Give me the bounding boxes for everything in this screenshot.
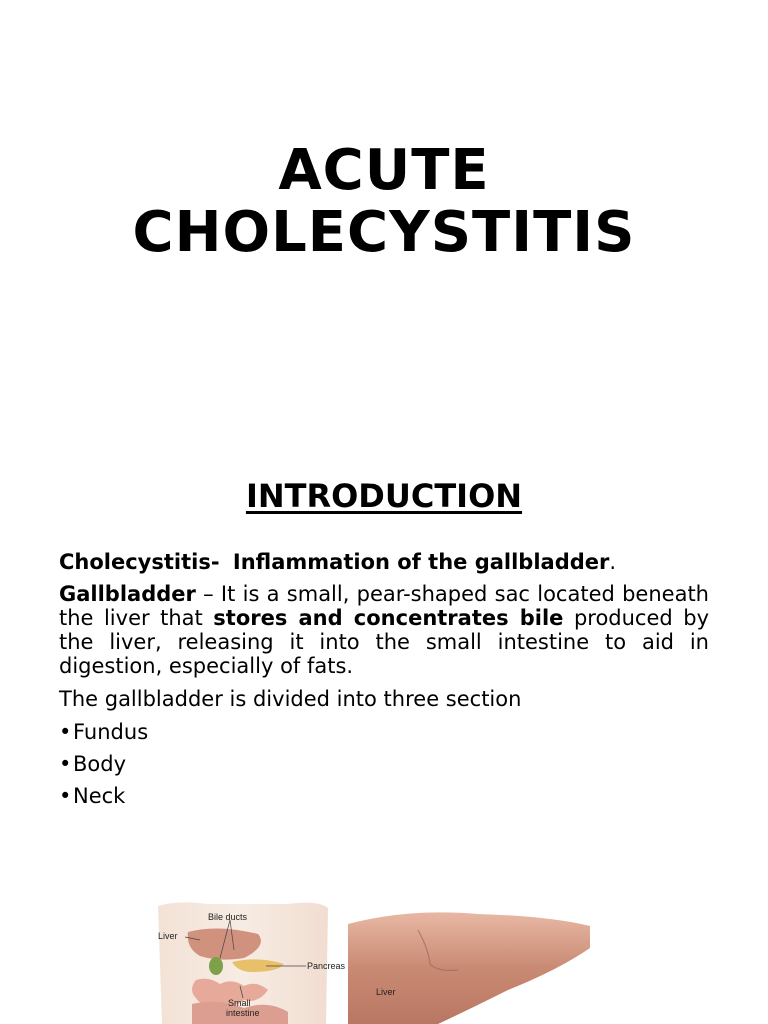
list-item bbox=[59, 752, 148, 784]
sections-list bbox=[59, 720, 148, 816]
label-small-intestine-2: intestine bbox=[226, 1008, 260, 1018]
gallbladder-text-a: – It is a small, pear-shaped sac located beneath the liver that bbox=[59, 582, 709, 630]
label-liver-left: Liver bbox=[158, 931, 178, 941]
section-heading: INTRODUCTION bbox=[245, 477, 523, 515]
list-item bbox=[59, 720, 148, 752]
label-small-intestine-1: Small bbox=[228, 998, 251, 1008]
term-cholecystitis: Cholecystitis- bbox=[59, 550, 220, 574]
label-liver-right: Liver bbox=[376, 987, 396, 997]
gallbladder-shape bbox=[209, 957, 223, 975]
sections-intro: The gallbladder is divided into three section bbox=[59, 687, 522, 711]
gallbladder-bold-text: stores and concentrates bile bbox=[213, 606, 564, 630]
bullet: • bbox=[59, 720, 72, 744]
title-line-2: CHOLECYSTITIS bbox=[132, 200, 636, 265]
term-gallbladder: Gallbladder bbox=[59, 582, 196, 606]
label-bile-ducts: Bile ducts bbox=[208, 912, 248, 922]
anatomy-illustration bbox=[148, 900, 590, 1024]
definition-paragraph bbox=[59, 550, 709, 574]
slide-title bbox=[0, 140, 768, 264]
gallbladder-text-b: produced by the liver, releasing it into the small intestine to aid in digestion, especially of fats. bbox=[59, 606, 709, 678]
list-item-text: Neck bbox=[73, 784, 126, 808]
title-line-1: ACUTE bbox=[278, 138, 490, 203]
list-item bbox=[59, 784, 148, 816]
label-pancreas: Pancreas bbox=[307, 961, 346, 971]
list-item-text: Fundus bbox=[73, 720, 149, 744]
bullet: • bbox=[59, 784, 72, 808]
period: . bbox=[609, 550, 617, 574]
definition-text: Inflammation of the gallbladder bbox=[232, 550, 610, 574]
liver-closeup-shape bbox=[348, 912, 590, 1024]
gallbladder-paragraph bbox=[59, 582, 709, 678]
bullet: • bbox=[59, 752, 72, 776]
list-item-text: Body bbox=[73, 752, 127, 776]
